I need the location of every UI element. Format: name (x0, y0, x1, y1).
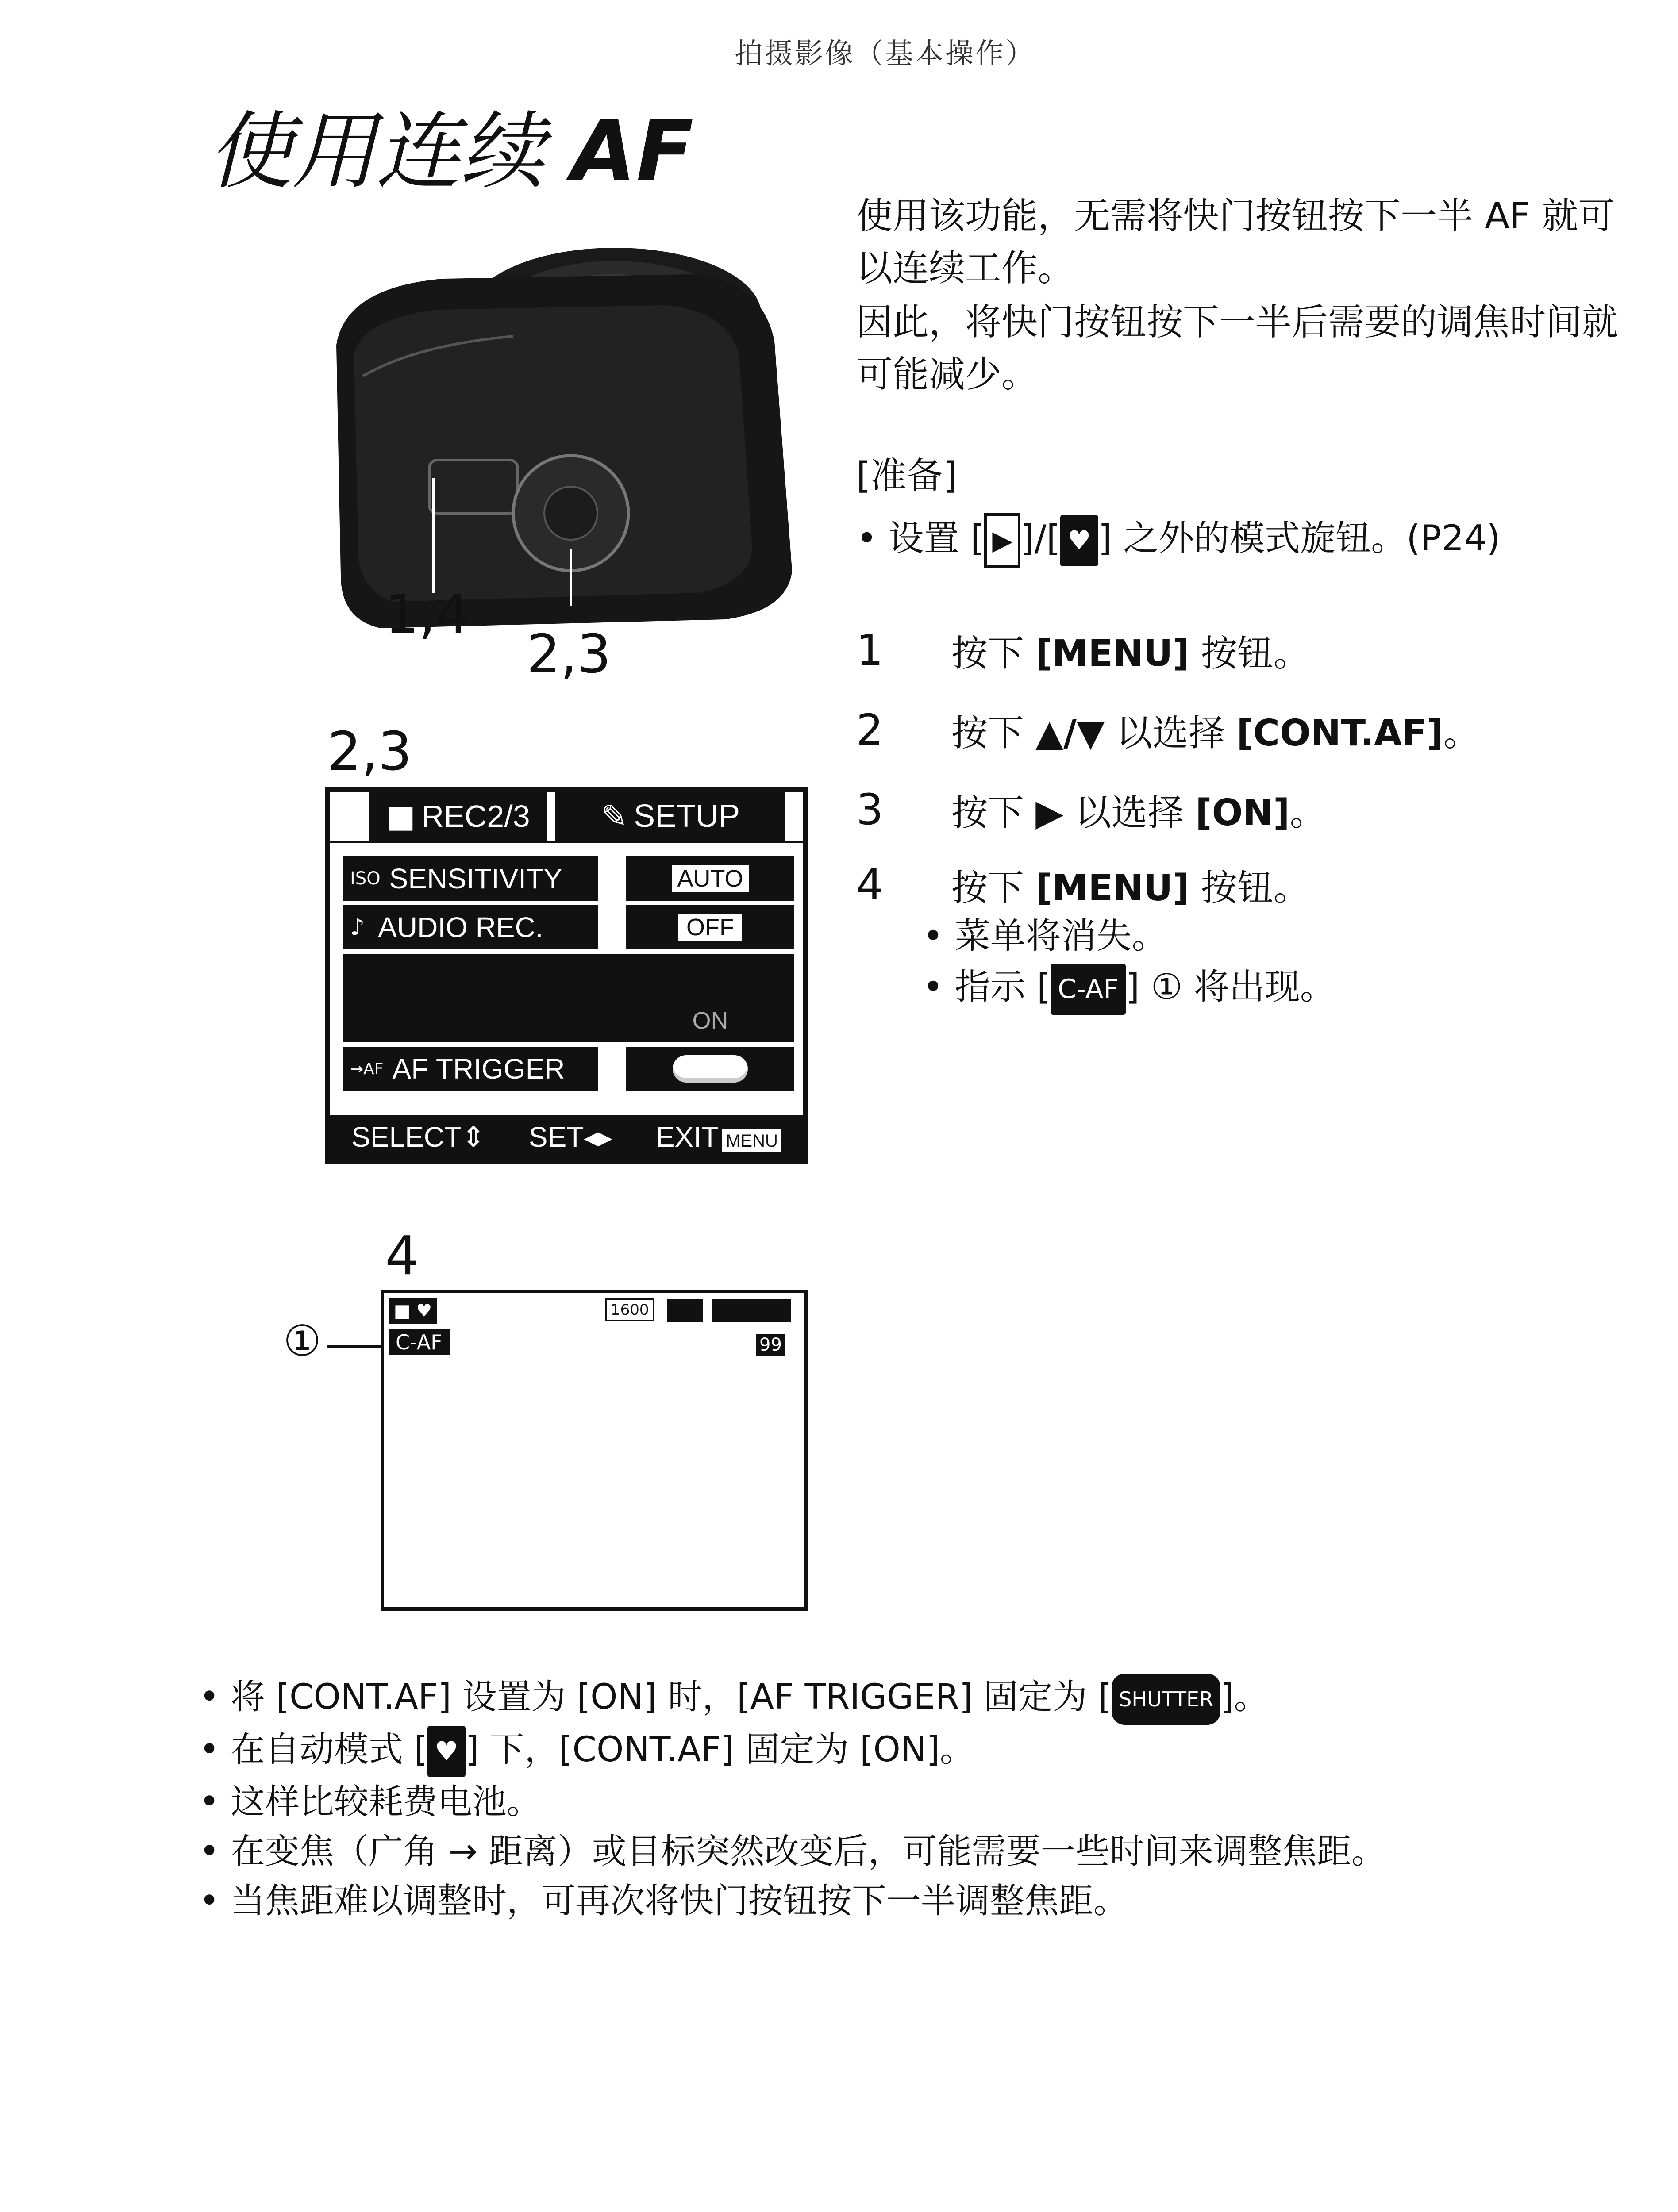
prep-bullet-text-a: 设置 [ (888, 517, 985, 559)
menu-value: ON (692, 1007, 728, 1034)
playback-icon: ▶ (984, 513, 1020, 568)
step-text: 。 (1289, 791, 1326, 834)
step4-bullet-text: ] ① 将出现。 (1126, 966, 1335, 1007)
remaining-count: 99 (756, 1334, 785, 1356)
prep-label: [准备] (856, 455, 957, 497)
note-text: 在自动模式 [ (230, 1729, 428, 1770)
note-text: ] 下，[CONT.AF] 固定为 [ON]。 (465, 1729, 974, 1770)
callout-marker: ① (283, 1316, 322, 1366)
iso-icon: ISO (350, 868, 381, 889)
menu-value: OFF (678, 914, 742, 941)
camera-illustration (327, 230, 823, 695)
af-trigger-icon: →AF (350, 1060, 384, 1078)
resolution-indicator: 1600 (605, 1298, 654, 1321)
menu-value: AUTO (672, 865, 748, 892)
shutter-chip: SHUTTER (1112, 1674, 1220, 1725)
step-text: 按下 (951, 632, 1036, 675)
microphone-icon: ♪ (350, 914, 365, 941)
menu-row-highlighted (343, 954, 794, 1042)
step-list (856, 611, 1480, 920)
step-key: ▶ (1035, 791, 1064, 834)
menu-row: →AF AF TRIGGER (343, 1047, 794, 1091)
menu-row: ISO SENSITIVITY AUTO (343, 856, 794, 901)
step-key: [CONT.AF] (1236, 712, 1443, 754)
note-1: • 将 [CONT.AF] 设置为 [ON] 时，[AF TRIGGER] 固定为 [ SHUTTER ]。 (199, 1672, 1615, 1725)
step-key: [MENU] (1035, 632, 1189, 675)
footer-set: SET (528, 1121, 584, 1153)
step-text: 以选择 (1105, 712, 1237, 754)
callout-line (327, 1345, 385, 1348)
intro-paragraph-1: 使用该功能，无需将快门按钮按下一半 AF 就可以连续工作。 (856, 195, 1615, 289)
step-text: 以选择 (1063, 791, 1196, 834)
bottom-notes (199, 1672, 1615, 1926)
note-text: 这样比较耗费电池。 (230, 1782, 541, 1822)
battery-icon (712, 1299, 791, 1322)
step-1 (856, 611, 1480, 690)
menu-screen-label: 2,3 (327, 721, 412, 783)
step4-bullet-2: • 指示 [ C-AF ] ① 将出现。 (923, 962, 1335, 1015)
step-text: 按下 (951, 867, 1036, 909)
step-key: [MENU] (1035, 867, 1189, 909)
tab-rec: ■ REC2/3 (369, 792, 547, 841)
note-text: 在变焦（广角 → 距离）或目标突然改变后，可能需要一些时间来调整焦距。 (230, 1832, 1386, 1872)
lcd-screen (381, 1290, 808, 1611)
step-2 (856, 690, 1480, 770)
note-5: • 当焦距难以调整时，可再次将快门按钮按下一半调整焦距。 (199, 1881, 1128, 1921)
step4-bullet-text: 指示 [ (954, 966, 1051, 1007)
title-zh: 使用连续 (208, 103, 545, 200)
step-key: [ON] (1195, 791, 1290, 834)
step-text: 按钮。 (1189, 632, 1310, 675)
prep-bullet (856, 513, 1501, 568)
menu-rows (330, 843, 803, 1091)
step-text: 按下 (951, 791, 1036, 834)
camera-icon: ■ (386, 798, 416, 834)
prep-bullet-text-c: ] 之外的模式旋钮。(P24) (1098, 517, 1501, 559)
step-text: 按下 (951, 712, 1036, 754)
menu-tabs (330, 792, 803, 843)
note-text: ]。 (1220, 1677, 1269, 1717)
step-4 (856, 849, 1480, 920)
section-header: 拍摄影像（基本操作） (735, 38, 1035, 70)
step-text: 。 (1443, 712, 1480, 754)
step-text: 按钮。 (1189, 867, 1310, 909)
wrench-icon: ✎ (600, 798, 628, 835)
step-number: 1 (856, 626, 884, 675)
menu-button-icon: MENU (722, 1129, 781, 1152)
step-number: 4 (856, 860, 884, 910)
step-key: ▲/▼ (1035, 712, 1105, 754)
caf-indicator: C-AF (1051, 964, 1126, 1015)
intro-paragraph-2: 因此，将快门按钮按下一半后需要的调焦时间就可能减少。 (856, 301, 1619, 396)
note-text: 将 [CONT.AF] 设置为 [ON] 时，[AF TRIGGER] 固定为 [ (230, 1677, 1112, 1717)
shutter-button-icon (670, 1053, 750, 1085)
lcd-screen-label: 4 (385, 1225, 419, 1287)
footer-exit: EXIT (655, 1121, 719, 1153)
menu-row: ♪ AUDIO REC. OFF (343, 905, 794, 949)
menu-footer (330, 1115, 803, 1159)
left-right-icon: ◂▸ (584, 1121, 612, 1154)
rec-mode-icon: ■ ♥ (389, 1298, 437, 1324)
footer-select: SELECT (351, 1121, 462, 1153)
quality-icon (667, 1299, 703, 1322)
camera-label-1-4: 1,4 (385, 584, 470, 645)
bullet-dot: • (856, 517, 877, 559)
step-number: 3 (856, 785, 884, 834)
tab-setup: ✎ SETUP (555, 792, 785, 841)
heart-icon: ♥ (427, 1726, 466, 1777)
step4-bullet-text: 菜单将消失。 (954, 915, 1167, 956)
note-4: • 在变焦（广角 → 距离）或目标突然改变后，可能需要一些时间来调整焦距。 (199, 1832, 1386, 1872)
step4-bullet-1: • 菜单将消失。 (923, 915, 1167, 956)
title-en: AF (571, 103, 694, 200)
heart-icon: ♥ (1060, 515, 1098, 566)
note-2: • 在自动模式 [ ♥ ] 下，[CONT.AF] 固定为 [ON]。 (199, 1725, 1615, 1778)
menu-screen (325, 787, 808, 1164)
note-text: 当焦距难以调整时，可再次将快门按钮按下一半调整焦距。 (230, 1881, 1128, 1921)
camera-label-2-3: 2,3 (527, 624, 611, 685)
page-title (208, 84, 693, 205)
step-3 (856, 770, 1480, 849)
prep-bullet-text-b: ]/[ (1020, 517, 1060, 559)
step-number: 2 (856, 705, 884, 755)
up-down-icon: ⇕ (462, 1121, 485, 1154)
note-3: • 这样比较耗费电池。 (199, 1782, 541, 1822)
caf-indicator: C-AF (389, 1329, 450, 1355)
